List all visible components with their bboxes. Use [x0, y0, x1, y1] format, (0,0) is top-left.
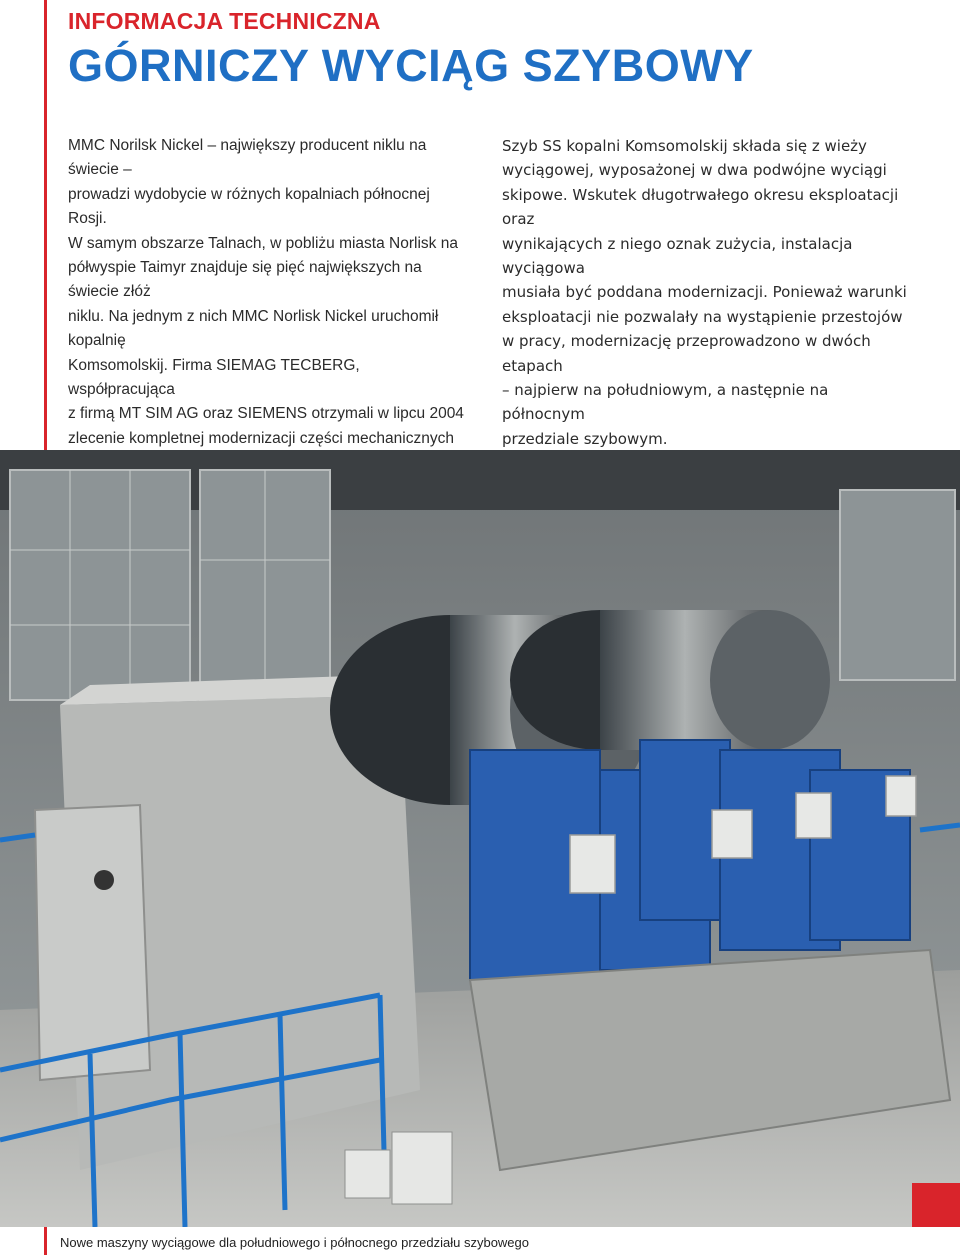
body-line: wynikających z niego oznak zużycia, instalacja wyciągowa	[502, 234, 853, 278]
body-line: W samym obszarze Talnach, w pobliżu miasta Norlisk na	[68, 234, 458, 252]
page-title: GÓRNICZY WYCIĄG SZYBOWY	[68, 40, 754, 91]
section-kicker: INFORMACJA TECHNICZNA	[68, 8, 381, 34]
body-line: skipowe. Wskutek długotrwałego okresu eksploatacji oraz	[502, 185, 899, 229]
body-line: MMC Norilsk Nickel – największy producent niklu na świecie –	[68, 137, 427, 179]
hoist-machinery-photo	[0, 450, 960, 1227]
body-line: eksploatacji nie pozwalały na wystąpienie przestojów	[502, 307, 903, 326]
body-line: z firmą MT SIM AG oraz SIEMENS otrzymali w lipcu 2004	[68, 405, 464, 423]
red-margin-rule	[44, 0, 47, 450]
body-column-left	[68, 134, 468, 500]
body-line: w pracy, modernizację przeprowadzono w dwóch etapach	[502, 332, 871, 375]
photo-caption: Nowe maszyny wyciągowe dla południowego i północnego przedziału szybowego	[60, 1235, 529, 1250]
body-line: – najpierw na południowym, a następnie na północnym	[502, 381, 829, 424]
body-line: Komsomolskij. Firma SIEMAG TECBERG, współpracująca	[68, 356, 360, 399]
body-line: wyciągowej, wyposażonej w dwa podwójne wyciągi	[502, 161, 887, 180]
red-margin-rule	[44, 1227, 47, 1255]
caption-bar	[0, 1227, 960, 1255]
body-line: prowadzi wydobycie w różnych kopalniach północnej Rosji.	[68, 185, 430, 228]
body-line: przedziale szybowym.	[502, 429, 668, 448]
body-line: Szyb SS kopalni Komsomolskij składa się z wieży	[502, 137, 867, 155]
body-line: niklu. Na jednym z nich MMC Norlisk Nickel uruchomił kopalnię	[68, 307, 439, 350]
red-corner-block	[912, 1183, 960, 1227]
body-column-right	[502, 134, 912, 451]
body-line: półwyspie Taimyr znajduje się pięć największych na świecie złóż	[68, 259, 422, 301]
body-line: zlecenie kompletnej modernizacji części mechanicznych	[68, 429, 454, 447]
body-line: musiała być poddana modernizacji. Ponieważ warunki	[502, 283, 907, 302]
